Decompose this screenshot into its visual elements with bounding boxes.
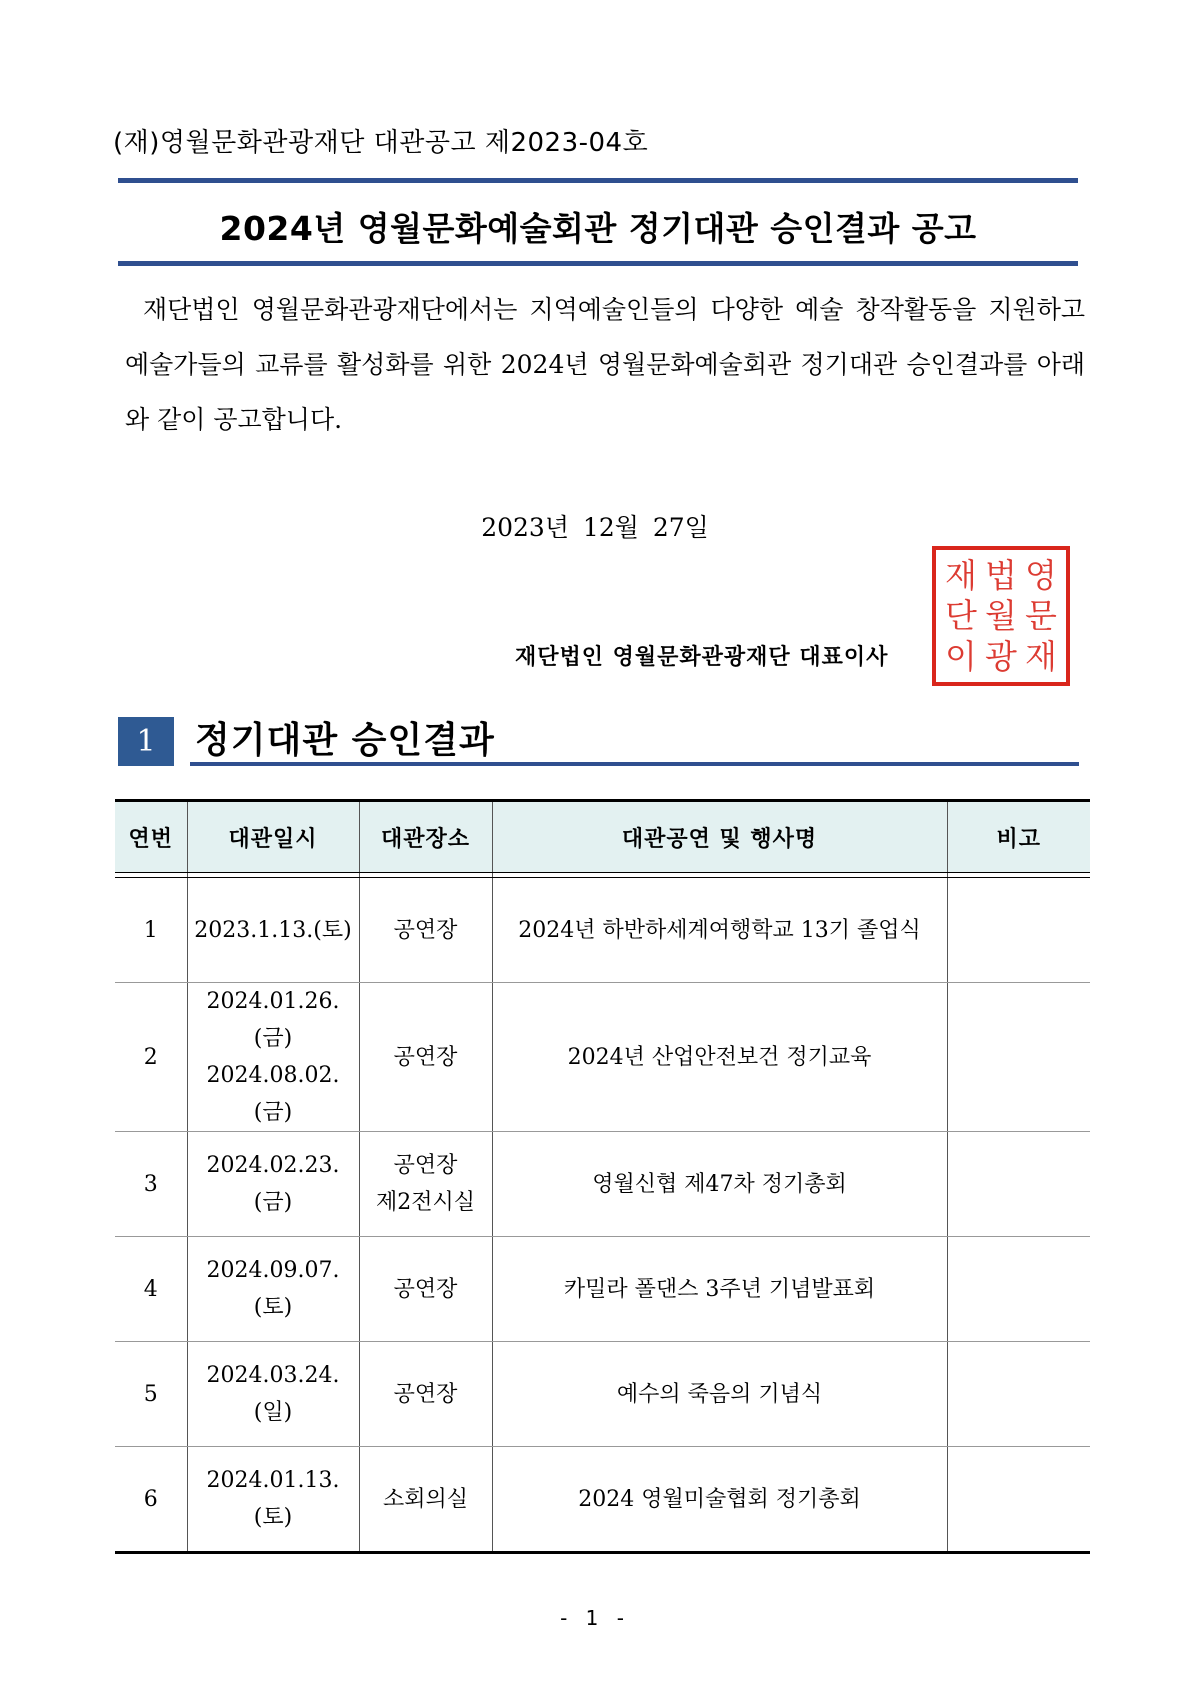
venue-cell xyxy=(359,1132,492,1237)
remarks-cell xyxy=(947,1447,1090,1553)
event-name-cell-text: 2024년 산업안전보건 정기교육 xyxy=(567,1044,872,1070)
title-bottom-rule xyxy=(118,261,1078,266)
column-header: 연번 xyxy=(115,801,187,873)
event-name-cell-text: 2024 영월미술협회 정기총회 xyxy=(578,1486,861,1512)
event-name-cell xyxy=(492,1237,947,1342)
section-title: 정기대관 승인결과 xyxy=(195,720,495,761)
venue-cell xyxy=(359,1237,492,1342)
event-name-cell-text: 카밀라 폴댄스 3주년 기념발표회 xyxy=(563,1276,876,1302)
body-paragraph xyxy=(125,282,1085,447)
venue-cell xyxy=(359,878,492,983)
rental-date-cell-text: 2024.01.26.(금) xyxy=(206,989,340,1051)
row-number-cell xyxy=(115,878,187,983)
venue-cell-text: 공연장 xyxy=(393,917,458,943)
rental-date-cell xyxy=(187,1237,359,1342)
row-number-cell-text: 2 xyxy=(143,1044,158,1070)
event-name-cell xyxy=(492,878,947,983)
section-number-badge: 1 xyxy=(118,717,174,766)
rental-date-cell-text: 2024.02.23.(금) xyxy=(206,1153,340,1215)
table-row xyxy=(115,878,1090,983)
rental-date-cell-text: 2023.1.13.(토) xyxy=(194,917,352,943)
venue-cell-text: 공연장 xyxy=(393,1044,458,1070)
venue-cell-text: 공연장 xyxy=(393,1381,458,1407)
venue-cell xyxy=(359,1342,492,1447)
row-number-cell xyxy=(115,1237,187,1342)
page-number: - 1 - xyxy=(560,1606,630,1630)
event-name-cell-text: 예수의 죽음의 기념식 xyxy=(616,1381,823,1407)
seal-glyph: 월 xyxy=(985,596,1017,636)
venue-cell xyxy=(359,1447,492,1553)
venue-cell-text: 제2전시실 xyxy=(375,1190,475,1215)
table-row xyxy=(115,1342,1090,1447)
rental-date-cell xyxy=(187,878,359,983)
column-header: 대관장소 xyxy=(359,801,492,873)
seal-glyph-grid xyxy=(941,555,1061,677)
section-underline xyxy=(190,762,1079,766)
remarks-cell xyxy=(947,1237,1090,1342)
event-name-cell xyxy=(492,983,947,1132)
row-number-cell xyxy=(115,983,187,1132)
rental-date-cell-text: 2024.03.24.(일) xyxy=(206,1363,340,1425)
rental-date-cell-text: 2024.09.07.(토) xyxy=(206,1258,340,1320)
notice-number: (재)영월문화관광재단 대관공고 제2023-04호 xyxy=(113,128,649,158)
seal-glyph: 광 xyxy=(985,637,1017,677)
table-row xyxy=(115,1447,1090,1553)
event-name-cell-text: 2024년 하반하세계여행학교 13기 졸업식 xyxy=(518,917,921,943)
event-name-cell xyxy=(492,1132,947,1237)
event-name-cell xyxy=(492,1447,947,1553)
row-number-cell xyxy=(115,1342,187,1447)
venue-cell-text: 공연장 xyxy=(393,1276,458,1302)
row-number-cell xyxy=(115,1447,187,1553)
row-number-cell-text: 6 xyxy=(143,1486,158,1512)
rental-date-cell xyxy=(187,1447,359,1553)
remarks-cell xyxy=(947,878,1090,983)
issue-date: 2023년 12월 27일 xyxy=(481,513,709,542)
seal-glyph: 단 xyxy=(945,596,977,636)
body-text: 재단법인 영월문화관광재단에서는 지역예술인들의 다양한 예술 창작활동을 지원하고 예술가들의 교류를 활성화를 위한 2024년 영월문화예술회관 정기대관 승인결과를 아래와 같이 공고합니다. xyxy=(125,295,1085,434)
seal-glyph: 이 xyxy=(945,637,977,677)
title-top-rule xyxy=(118,178,1078,183)
row-number-cell-text: 3 xyxy=(143,1171,158,1197)
approval-results-table xyxy=(115,799,1090,1554)
seal-glyph: 재 xyxy=(945,555,977,595)
seal-glyph: 법 xyxy=(985,555,1017,595)
remarks-cell xyxy=(947,1342,1090,1447)
row-number-cell xyxy=(115,1132,187,1237)
rental-date-cell-text: 2024.08.02.(금) xyxy=(206,1063,340,1125)
table-row xyxy=(115,1237,1090,1342)
seal-glyph: 영 xyxy=(1025,555,1057,595)
rental-date-cell xyxy=(187,983,359,1132)
event-name-cell xyxy=(492,1342,947,1447)
official-seal xyxy=(932,546,1070,686)
row-number-cell-text: 4 xyxy=(143,1276,158,1302)
venue-cell xyxy=(359,983,492,1132)
rental-date-cell-text: 2024.01.13.(토) xyxy=(206,1468,340,1530)
table-body xyxy=(115,873,1090,1553)
table-header-row xyxy=(115,801,1090,873)
rental-date-cell xyxy=(187,1132,359,1237)
signer-name: 재단법인 영월문화관광재단 대표이사 xyxy=(515,645,889,670)
row-number-cell-text: 1 xyxy=(143,917,158,943)
seal-glyph: 재 xyxy=(1025,637,1057,677)
seal-glyph: 문 xyxy=(1025,596,1057,636)
venue-cell-text: 공연장 xyxy=(393,1153,458,1178)
rental-date-cell xyxy=(187,1342,359,1447)
document-title: 2024년 영월문화예술회관 정기대관 승인결과 공고 xyxy=(219,209,977,248)
table-row xyxy=(115,1132,1090,1237)
row-number-cell-text: 5 xyxy=(143,1381,158,1407)
venue-cell-text: 소회의실 xyxy=(382,1486,468,1512)
remarks-cell xyxy=(947,1132,1090,1237)
column-header: 대관공연 및 행사명 xyxy=(492,801,947,873)
event-name-cell-text: 영월신협 제47차 정기총회 xyxy=(592,1171,847,1197)
remarks-cell xyxy=(947,983,1090,1132)
column-header: 대관일시 xyxy=(187,801,359,873)
column-header: 비고 xyxy=(947,801,1090,873)
table-row xyxy=(115,983,1090,1132)
